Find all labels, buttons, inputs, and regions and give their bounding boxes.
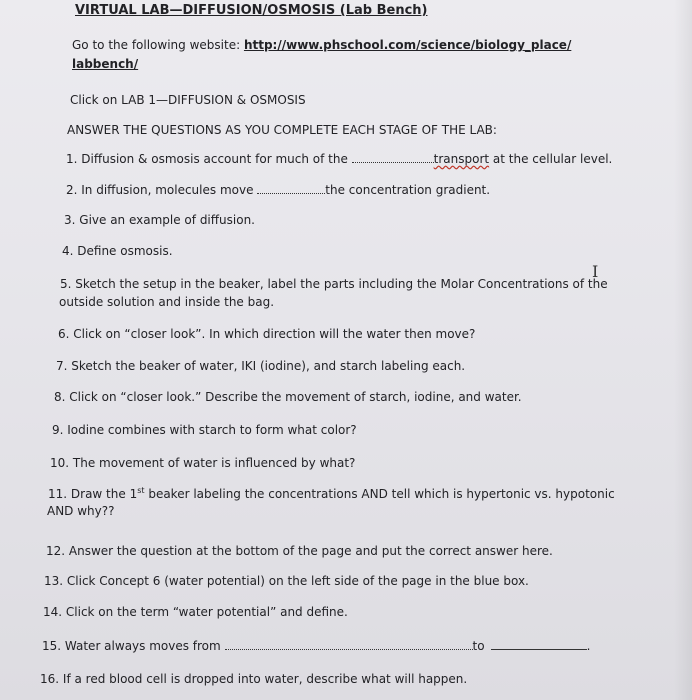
text-cursor-icon: I (592, 262, 599, 281)
question-15-blank-to[interactable] (491, 637, 587, 650)
question-13: 13. Click Concept 6 (water potential) on the left side of the page in the blue box. (44, 574, 529, 588)
answer-instructions: ANSWER THE QUESTIONS AS YOU COMPLETE EACH STAGE OF THE LAB: (67, 123, 497, 137)
question-4: 4. Define osmosis. (62, 244, 173, 258)
question-1-text: 1. Diffusion & osmosis account for much of the (66, 152, 352, 166)
question-9: 9. Iodine combines with starch to form what color? (52, 423, 357, 437)
question-12: 12. Answer the question at the bottom of the page and put the correct answer here. (46, 544, 553, 558)
website-instruction (72, 37, 571, 53)
question-15-to-label: to (472, 639, 485, 653)
question-3: 3. Give an example of diffusion. (64, 213, 255, 227)
question-11-text: 11. Draw the 1 (48, 487, 138, 501)
question-14: 14. Click on the term “water potential” and define. (43, 605, 348, 619)
question-7: 7. Sketch the beaker of water, IKI (iodine), and starch labeling each. (56, 359, 466, 373)
website-url-link-continued[interactable]: labbench/ (72, 57, 139, 71)
website-url-link[interactable]: http://www.phschool.com/science/biology_place/ (243, 38, 572, 52)
question-11-superscript: st (137, 486, 145, 495)
question-2 (66, 181, 490, 198)
question-11-line-1 (48, 486, 615, 502)
question-16: 16. If a red blood cell is dropped into water, describe what will happen. (40, 672, 468, 686)
question-15 (42, 637, 590, 654)
question-5-line-1: 5. Sketch the setup in the beaker, label the parts including the Molar Concentrations of the (60, 277, 608, 291)
question-11-text-end: beaker labeling the concentrations AND tell which is hypertonic vs. hypotonic (144, 487, 615, 501)
question-15-blank-from[interactable] (225, 637, 473, 650)
question-1 (66, 150, 612, 167)
question-10: 10. The movement of water is influenced by what? (50, 456, 356, 470)
question-15-period: . (586, 639, 591, 653)
worksheet-title: VIRTUAL LAB—DIFFUSION/OSMOSIS (Lab Bench) (75, 3, 428, 18)
question-8: 8. Click on “closer look.” Describe the movement of starch, iodine, and water. (54, 390, 522, 404)
question-5-line-2: outside solution and inside the bag. (59, 295, 275, 309)
question-2-blank[interactable] (257, 181, 325, 194)
lab-instruction: Click on LAB 1—DIFFUSION & OSMOSIS (70, 93, 306, 107)
question-1-text-end: at the cellular level. (489, 152, 613, 166)
question-6: 6. Click on “closer look”. In which direction will the water then move? (58, 327, 476, 341)
question-1-answer: transport (433, 152, 490, 166)
question-11-line-2: AND why?? (47, 504, 115, 518)
question-2-text-end: the concentration gradient. (325, 183, 491, 197)
question-1-blank[interactable] (352, 150, 434, 163)
question-15-text: 15. Water always moves from (42, 639, 225, 653)
question-2-text: 2. In diffusion, molecules move (66, 183, 258, 197)
website-instruction-label: Go to the following website: (72, 38, 244, 52)
page-edge-shadow (674, 0, 692, 700)
